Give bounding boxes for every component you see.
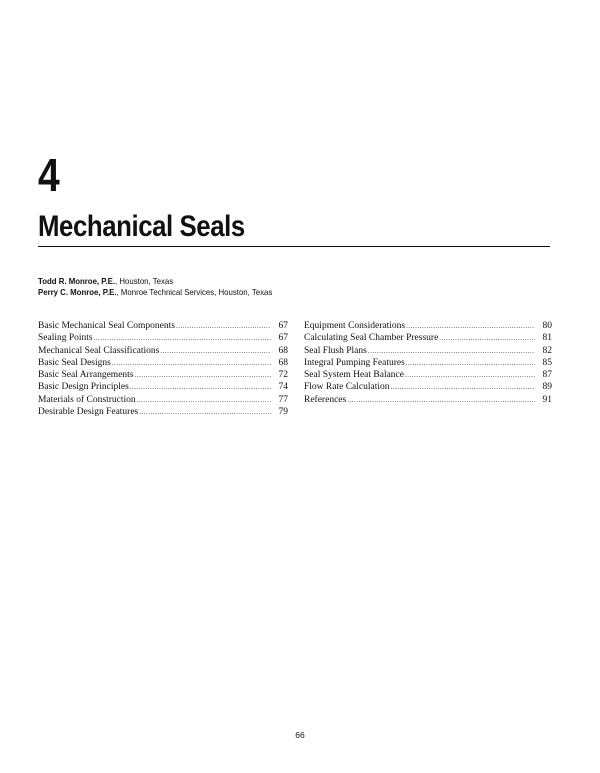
toc-entry-page: 87: [542, 370, 552, 381]
toc-entry-page: 67: [278, 333, 288, 344]
chapter-number: 4: [38, 149, 59, 201]
toc-entry-label: Seal System Heat Balance: [304, 370, 404, 381]
toc-entry: [38, 381, 288, 393]
toc-entry: [304, 320, 552, 332]
toc-entry: [38, 369, 288, 381]
toc-entry-page: 82: [542, 345, 552, 356]
toc-entry-label: Basic Seal Designs: [38, 357, 111, 368]
toc-entry-label: Sealing Points: [38, 333, 93, 344]
author-affiliation: , Monroe Technical Services, Houston, Texas: [116, 287, 273, 297]
author-list: [38, 276, 293, 298]
toc-entry-label: Mechanical Seal Classifications: [38, 345, 160, 356]
toc-entry: [304, 332, 552, 344]
toc-entry-page: 68: [278, 357, 288, 368]
toc-entry-label: Integral Pumping Features: [304, 357, 405, 368]
toc-entry: [38, 394, 288, 406]
toc-right-column: [304, 320, 552, 406]
toc-entry: [38, 357, 288, 369]
toc-entry: [304, 369, 552, 381]
toc-entry: [304, 381, 552, 393]
author-line: [38, 276, 272, 287]
page-number: 66: [295, 730, 305, 740]
toc-leader-dots: [406, 357, 535, 369]
toc-entry-page: 91: [542, 394, 552, 405]
toc-entry-page: 79: [278, 407, 288, 418]
toc-entry-label: Equipment Considerations: [304, 321, 406, 331]
toc-leader-dots: [176, 320, 271, 332]
toc-entry-page: 85: [542, 357, 552, 368]
toc-leader-dots: [130, 381, 271, 393]
toc-leader-dots: [368, 345, 535, 357]
toc-entry-label: Calculating Seal Chamber Pressure: [304, 333, 439, 344]
toc-entry-page: 67: [278, 321, 288, 331]
toc-entry-page: 81: [542, 333, 552, 344]
title-divider: [38, 246, 550, 247]
toc-entry: [38, 345, 288, 357]
toc-entry-label: Seal Flush Plans: [304, 345, 367, 356]
chapter-title: Mechanical Seals: [38, 210, 245, 243]
toc-entry-label: Basic Mechanical Seal Components: [38, 321, 175, 331]
toc-entry: [304, 345, 552, 357]
toc-entry: [304, 394, 552, 406]
toc-entry: [38, 332, 288, 344]
author-affiliation: , Houston, Texas: [115, 276, 174, 286]
toc-entry-label: Basic Seal Arrangements: [38, 370, 134, 381]
toc-entry-page: 74: [278, 382, 288, 393]
author-line: [38, 287, 272, 298]
toc-entry-page: 68: [278, 345, 288, 356]
toc-left-column: [38, 320, 288, 418]
toc-entry-label: Desirable Design Features: [38, 407, 139, 418]
toc-leader-dots: [112, 357, 271, 369]
toc-leader-dots: [135, 369, 271, 381]
toc-leader-dots: [439, 332, 535, 344]
toc-entry: [38, 320, 288, 332]
toc-entry-page: 72: [278, 370, 288, 381]
toc-entry-label: Basic Design Principles: [38, 382, 129, 393]
toc-leader-dots: [94, 332, 271, 344]
toc-leader-dots: [137, 394, 271, 406]
toc-leader-dots: [405, 369, 535, 381]
toc-entry-page: 89: [542, 382, 552, 393]
toc-entry-label: Materials of Construction: [38, 394, 136, 405]
toc-leader-dots: [347, 394, 535, 406]
author-name: Perry C. Monroe, P.E.: [38, 287, 117, 297]
toc-leader-dots: [139, 406, 271, 418]
toc-entry-page: 77: [278, 394, 288, 405]
toc-entry-page: 80: [542, 321, 552, 331]
toc-leader-dots: [406, 320, 535, 332]
toc-entry: [304, 357, 552, 369]
toc-entry-label: Flow Rate Calculation: [304, 382, 390, 393]
toc-leader-dots: [391, 381, 536, 393]
author-name: Todd R. Monroe, P.E.: [38, 276, 116, 286]
toc-entry-label: References: [304, 394, 347, 405]
toc-leader-dots: [160, 345, 271, 357]
toc-entry: [38, 406, 288, 418]
